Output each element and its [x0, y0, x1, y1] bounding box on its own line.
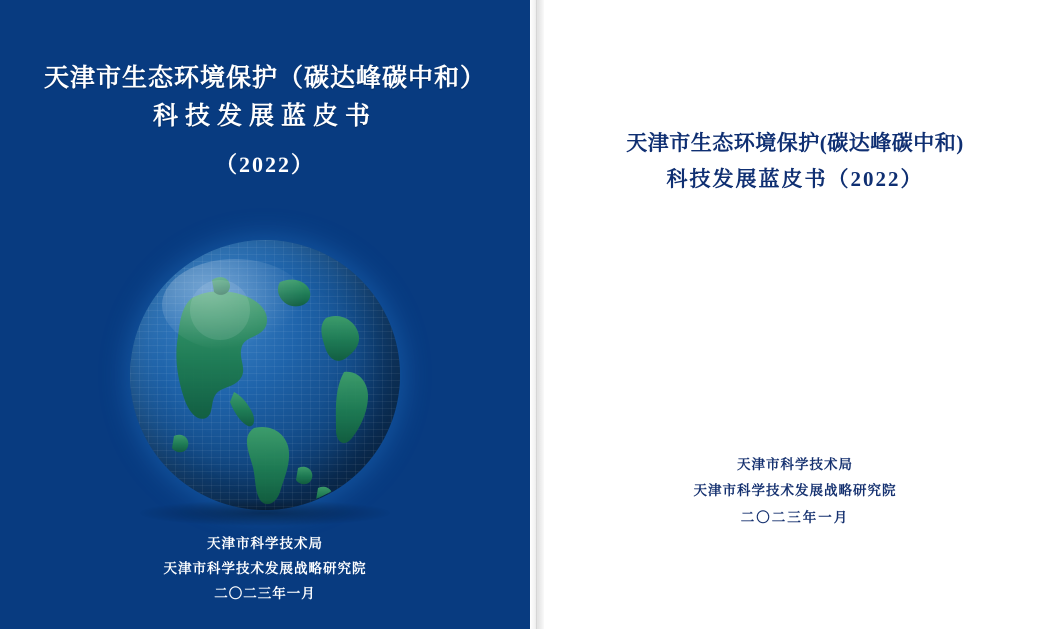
- cover-date: 二〇二三年一月: [214, 586, 316, 602]
- title-page-title-line-1: 天津市生态环境保护(碳达峰碳中和): [626, 131, 964, 155]
- globe-continents-icon: [130, 240, 400, 510]
- globe-drop-shadow: [140, 500, 390, 526]
- globe-sphere: [130, 240, 400, 510]
- cover-title-year: （2022）: [214, 152, 315, 178]
- globe-earth-illustration: [130, 240, 400, 510]
- cover-publisher-block: [0, 532, 530, 607]
- title-page-title: [544, 128, 1046, 199]
- title-page-publisher-line-1: 天津市科学技术局: [737, 457, 853, 472]
- cover-publisher-line-1: 天津市科学技术局: [207, 536, 323, 552]
- title-page: [544, 0, 1046, 629]
- book-gutter: [530, 0, 544, 629]
- cover-title-line-1: 天津市生态环境保护（碳达峰碳中和）: [43, 65, 486, 92]
- cover-publisher-line-2: 天津市科学技术发展战略研究院: [163, 561, 367, 577]
- title-page-title-line-2: 科技发展蓝皮书（2022）: [666, 166, 924, 191]
- title-page-publisher-block: [544, 452, 1046, 531]
- cover-title: [0, 62, 530, 179]
- title-page-publisher-line-2: 天津市科学技术发展战略研究院: [693, 483, 897, 499]
- title-page-date: 二〇二三年一月: [740, 509, 850, 525]
- cover-title-line-2: 科技发展蓝皮书: [152, 102, 377, 130]
